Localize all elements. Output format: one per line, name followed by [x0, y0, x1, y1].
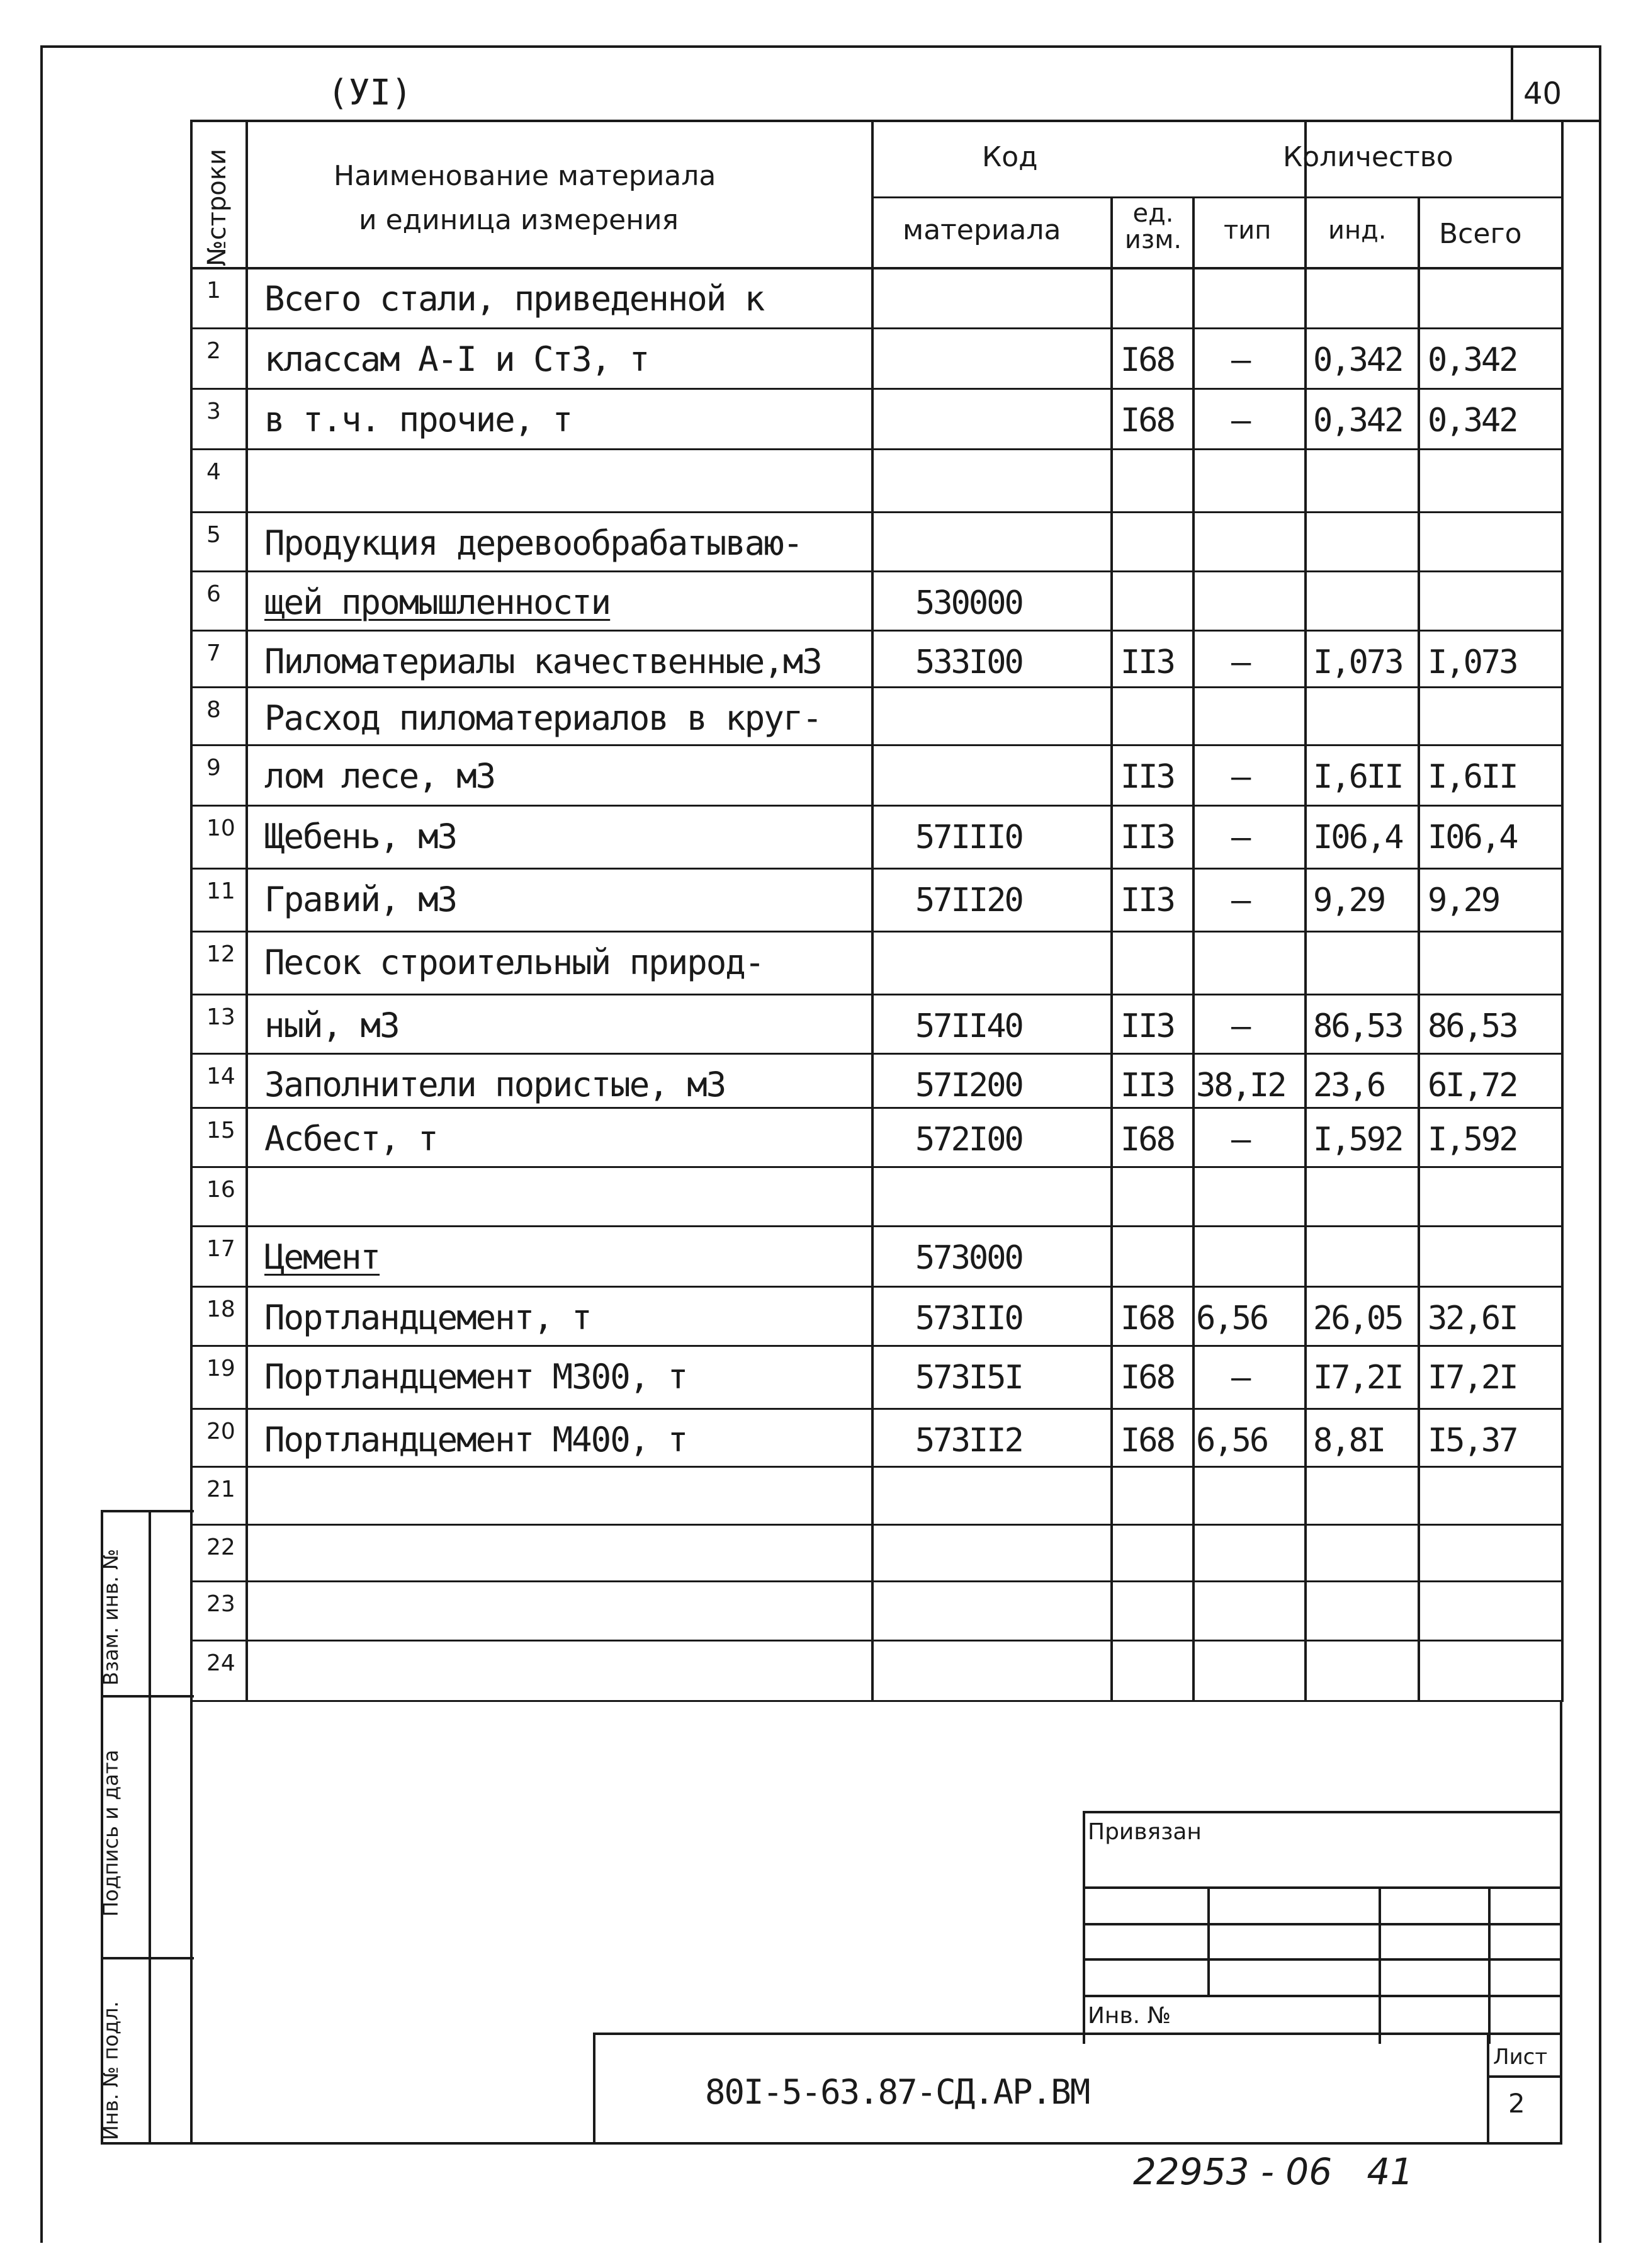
row-total: 32,6I	[1428, 1300, 1517, 1337]
row-ind: 86,53	[1313, 1007, 1402, 1045]
lower-bottom	[190, 2142, 1562, 2145]
row-name: Цемент	[264, 1237, 380, 1277]
header-row-number: №строки	[203, 149, 232, 266]
row-line	[190, 868, 1564, 870]
row-typ: –	[1231, 644, 1250, 681]
row-name: лом лесе, м3	[264, 756, 495, 796]
tb-col1	[1207, 1886, 1210, 1995]
row-code: 572I00	[915, 1121, 1022, 1159]
row-line	[190, 686, 1564, 688]
header-ind: инд.	[1328, 216, 1387, 245]
corner-label: (УI)	[327, 72, 412, 113]
row-line	[190, 744, 1564, 746]
stamp-signature-date: Подпись и дата	[99, 1749, 123, 1917]
row-unit: II3	[1120, 1007, 1174, 1045]
frame-left	[40, 45, 43, 2243]
tb-sheet-mid	[1487, 2075, 1562, 2078]
row-total: I,592	[1428, 1121, 1517, 1159]
row-number: 15	[206, 1118, 235, 1143]
row-number: 5	[206, 522, 221, 548]
row-number: 14	[206, 1063, 235, 1089]
row-line	[190, 327, 1564, 329]
row-ind: 26,05	[1313, 1300, 1402, 1337]
row-line	[190, 1580, 1564, 1582]
row-name: классам А-I и Ст3, т	[264, 339, 649, 379]
row-line	[190, 1466, 1564, 1468]
row-name: Расход пиломатериалов в круг-	[264, 698, 821, 738]
table-top	[190, 120, 1564, 122]
lower-left	[190, 1700, 193, 2145]
row-number: 13	[206, 1004, 235, 1030]
row-unit: I68	[1120, 341, 1174, 379]
row-typ: –	[1231, 819, 1250, 856]
col-code	[1110, 196, 1113, 1700]
row-unit: I68	[1120, 402, 1174, 439]
row-ind: 9,29	[1313, 882, 1385, 919]
row-unit: II3	[1120, 819, 1174, 856]
row-code: 57I200	[915, 1067, 1022, 1104]
row-name: Портландцемент М300, т	[264, 1357, 687, 1397]
row-ind: 0,342	[1313, 341, 1402, 379]
row-line	[190, 805, 1564, 807]
row-name: Портландцемент М400, т	[264, 1420, 687, 1460]
pagebox-left	[1511, 45, 1513, 121]
row-typ: –	[1231, 1359, 1250, 1397]
row-name: Пиломатериалы качественные,м3	[264, 642, 821, 681]
row-unit: II3	[1120, 758, 1174, 796]
row-code: 57II20	[915, 882, 1022, 919]
row-code: 573II2	[915, 1422, 1022, 1460]
row-number: 17	[206, 1236, 235, 1262]
stamp-div1	[101, 1695, 194, 1698]
row-ind: 23,6	[1313, 1067, 1385, 1104]
row-number: 21	[206, 1477, 235, 1502]
row-total: I,073	[1428, 644, 1517, 681]
row-ind: 0,342	[1313, 402, 1402, 439]
stamp-original-inv: Инв. № подл.	[99, 2001, 123, 2140]
document-code: 80I-5-63.87-СД.АР.ВМ	[705, 2072, 1090, 2112]
row-unit: I68	[1120, 1359, 1174, 1397]
stamp-replacement-inv: Взам. инв. №	[99, 1548, 123, 1686]
row-line	[190, 1286, 1564, 1288]
row-code: 57II40	[915, 1007, 1022, 1045]
row-total: 0,342	[1428, 341, 1517, 379]
tb-sheet-left	[1487, 2033, 1489, 2145]
row-name: Гравий, м3	[264, 880, 457, 919]
row-line	[190, 994, 1564, 995]
header-name-line2: и единица измерения	[359, 204, 679, 236]
stamp-bottom	[101, 2142, 194, 2145]
row-name: Портландцемент, т	[264, 1298, 591, 1337]
row-name: Всего стали, приведенной к	[264, 279, 764, 319]
header-unit: ед. изм.	[1124, 199, 1182, 254]
handwritten-note: 22953 - 06 41	[1133, 2150, 1414, 2193]
row-line	[190, 388, 1564, 390]
row-number: 19	[206, 1356, 235, 1381]
row-total: 6I,72	[1428, 1067, 1517, 1104]
row-total: I,6II	[1428, 758, 1517, 796]
tb-big-left	[593, 2033, 595, 2145]
row-number: 22	[206, 1534, 235, 1560]
tb-left	[1083, 1811, 1085, 2044]
row-unit: I68	[1120, 1300, 1174, 1337]
row-ind: I,592	[1313, 1121, 1402, 1159]
row-line	[190, 570, 1564, 572]
row-total: I06,4	[1428, 819, 1517, 856]
row-line	[190, 1524, 1564, 1526]
row-typ: –	[1231, 882, 1250, 919]
row-ind: 8,8I	[1313, 1422, 1385, 1460]
row-unit: I68	[1120, 1422, 1174, 1460]
row-name: ный, м3	[264, 1006, 399, 1045]
row-line	[190, 1640, 1564, 1641]
row-total: 0,342	[1428, 402, 1517, 439]
row-code: 530000	[915, 584, 1022, 622]
row-number: 6	[206, 581, 221, 607]
row-unit: II3	[1120, 1067, 1174, 1104]
row-total: 86,53	[1428, 1007, 1517, 1045]
row-name: Песок строительный природ-	[264, 943, 764, 982]
row-number: 20	[206, 1419, 235, 1444]
row-number: 12	[206, 941, 235, 967]
sheet-number: 2	[1508, 2088, 1525, 2119]
row-total: I5,37	[1428, 1422, 1517, 1460]
row-line	[190, 630, 1564, 632]
row-line	[190, 1408, 1564, 1410]
header-quantity: Количество	[1283, 141, 1453, 173]
row-number: 23	[206, 1591, 235, 1617]
row-typ: –	[1231, 1121, 1250, 1159]
row-line	[190, 1053, 1564, 1055]
table-right	[1561, 120, 1564, 1700]
stamp-inner	[149, 1510, 151, 2145]
row-code: 573I5I	[915, 1359, 1022, 1397]
header-total: Всего	[1439, 218, 1522, 250]
row-number: 7	[206, 640, 221, 666]
col-rowno	[245, 120, 248, 1700]
col-unit	[1192, 196, 1195, 1700]
row-line	[190, 1225, 1564, 1227]
row-number: 24	[206, 1650, 235, 1676]
tb-col3	[1488, 1886, 1491, 2044]
row-code: 57III0	[915, 819, 1022, 856]
row-code: 573000	[915, 1239, 1022, 1277]
row-unit: II3	[1120, 644, 1174, 681]
row-line	[190, 1345, 1564, 1347]
frame-top	[40, 45, 1601, 48]
row-unit: II3	[1120, 882, 1174, 919]
tb-bound-top	[1083, 1811, 1561, 1813]
page-number: 40	[1523, 76, 1562, 111]
row-name: в т.ч. прочие, т	[264, 400, 572, 439]
col-name	[871, 120, 874, 1700]
row-number: 3	[206, 399, 221, 424]
row-typ: –	[1231, 758, 1250, 796]
row-ind: I,6II	[1313, 758, 1402, 796]
row-number: 9	[206, 755, 221, 781]
stamp-top	[101, 1510, 194, 1512]
table-left	[190, 120, 193, 1700]
row-number: 8	[206, 697, 221, 723]
row-number: 10	[206, 815, 235, 841]
row-line	[190, 1700, 1564, 1702]
header-bottom	[190, 267, 1564, 269]
row-name: Щебень, м3	[264, 817, 457, 856]
row-typ: –	[1231, 402, 1250, 439]
row-line	[190, 1107, 1564, 1109]
row-ind: I,073	[1313, 644, 1402, 681]
row-number: 4	[206, 459, 221, 485]
row-total: I7,2I	[1428, 1359, 1517, 1397]
bound-label: Привязан	[1088, 1819, 1202, 1845]
lower-right	[1560, 1700, 1562, 2145]
frame-right	[1599, 45, 1601, 2243]
col-ind	[1418, 196, 1420, 1700]
row-unit: I68	[1120, 1121, 1174, 1159]
row-line	[190, 1166, 1564, 1168]
row-name: Асбест, т	[264, 1119, 437, 1159]
row-number: 18	[206, 1296, 235, 1322]
row-typ: 6,56	[1196, 1300, 1268, 1337]
row-number: 11	[206, 878, 235, 904]
row-typ: –	[1231, 1007, 1250, 1045]
row-line	[190, 448, 1564, 450]
col-typ	[1304, 120, 1307, 1700]
row-typ: 38,I2	[1196, 1067, 1285, 1104]
tb-col2	[1379, 1886, 1381, 2044]
tb-big-top	[593, 2033, 1562, 2035]
header-mid	[871, 196, 1564, 198]
stamp-div2	[101, 1957, 194, 1959]
row-total: 9,29	[1428, 882, 1499, 919]
row-name: Заполнители пористые, м3	[264, 1065, 726, 1104]
row-ind: I7,2I	[1313, 1359, 1402, 1397]
header-material-code: материала	[903, 214, 1061, 246]
header-typ: тип	[1224, 216, 1272, 245]
row-number: 16	[206, 1177, 235, 1203]
row-line	[190, 511, 1564, 513]
inv-label: Инв. №	[1088, 2003, 1171, 2029]
row-typ: 6,56	[1196, 1422, 1268, 1460]
header-name-line1: Наименование материала	[334, 160, 716, 192]
sheet-label: Лист	[1493, 2044, 1548, 2070]
row-name: щей промышленности	[264, 582, 611, 622]
row-code: 573II0	[915, 1300, 1022, 1337]
header-code: Код	[982, 141, 1038, 173]
row-ind: I06,4	[1313, 819, 1402, 856]
row-code: 533I00	[915, 644, 1022, 681]
row-line	[190, 931, 1564, 933]
row-name: Продукция деревообрабатываю-	[264, 523, 803, 563]
row-number: 1	[206, 278, 221, 303]
row-typ: –	[1231, 341, 1250, 379]
row-number: 2	[206, 338, 221, 364]
